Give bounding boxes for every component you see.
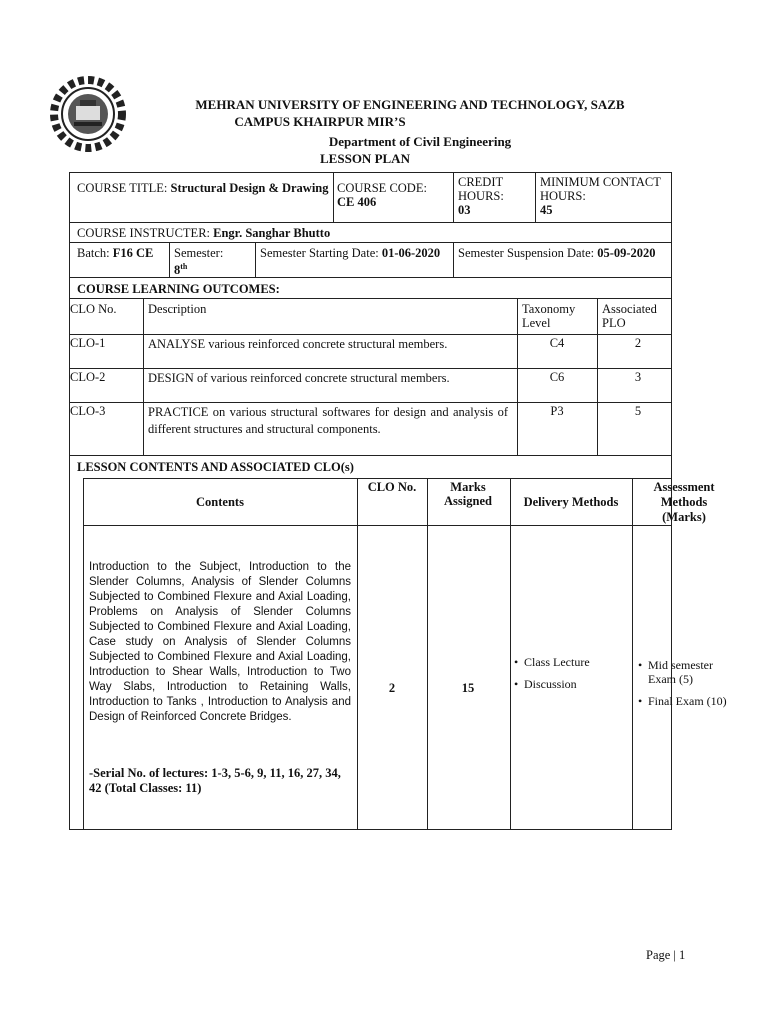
lesson-col-marks: Marks Assigned bbox=[444, 480, 492, 508]
credit-hours-value: 03 bbox=[458, 203, 471, 217]
lesson-col-delivery: Delivery Methods bbox=[523, 495, 619, 509]
lesson-marks-value: 15 bbox=[461, 681, 475, 695]
clo-row-plo: 3 bbox=[634, 370, 642, 384]
instructor-cell bbox=[77, 226, 657, 240]
instructor-label: COURSE INSTRUCTER: bbox=[77, 226, 211, 240]
lesson-contents-text: Introduction to the Subject, Introduction to the Slender Columns, Analysis of Slender Columns Subjected to Combined Flexure and Axial Loading, Problems on Analysis of Slender Columns Subjected to Combined Flexure and Axial Loading, Case study on Analysis of Slender Columns Subjected to Combined Flexure and Axial Loading, Introduction to Shear Walls, Introduction to Two Way Slabs, Introduction to Retaining Walls, Introduction to Tanks , Introduction to Analysis and Design of Reinforced Concrete Bridges. bbox=[89, 561, 351, 723]
start-date-cell bbox=[260, 246, 450, 260]
clo-col-desc: Description bbox=[148, 302, 207, 316]
course-title-value: Structural Design & Drawing bbox=[170, 181, 329, 195]
university-logo bbox=[46, 72, 130, 156]
start-date-value: 01-06-2020 bbox=[381, 246, 441, 260]
clo-row-taxonomy: P3 bbox=[550, 404, 564, 418]
course-title-cell bbox=[77, 181, 329, 195]
course-code-cell bbox=[337, 181, 449, 209]
doc-title: LESSON PLAN bbox=[320, 151, 410, 166]
university-name-line1: MEHRAN UNIVERSITY OF ENGINEERING AND TECHNOLOGY, SAZB bbox=[195, 97, 625, 112]
clo-row-desc: DESIGN of various reinforced concrete structural members. bbox=[148, 371, 450, 385]
lesson-serial-text: -Serial No. of lectures: 1-3, 5-6, 9, 11, 16, 27, 34, 42 (Total Classes: 11) bbox=[89, 766, 341, 795]
instructor-value: Engr. Sanghar Bhutto bbox=[213, 226, 331, 240]
clo-heading: COURSE LEARNING OUTCOMES: bbox=[77, 282, 280, 296]
lesson-col-assessment: Assessment Methods (Marks) bbox=[653, 480, 715, 524]
semester-value: 8 bbox=[174, 263, 181, 278]
course-code-label: COURSE CODE: bbox=[337, 181, 427, 195]
lesson-col-clo: CLO No. bbox=[367, 480, 417, 494]
clo-row-no: CLO-2 bbox=[70, 370, 106, 384]
batch-label: Batch: bbox=[77, 246, 110, 260]
assessment-methods-list bbox=[636, 658, 730, 716]
delivery-methods-list bbox=[512, 655, 630, 699]
contact-hours-value: 45 bbox=[540, 203, 553, 217]
clo-row-desc: PRACTICE on various structural softwares for design and analysis of different structures and structural components. bbox=[148, 405, 508, 436]
lesson-clo-value: 2 bbox=[388, 681, 396, 695]
semester-cell bbox=[174, 246, 252, 277]
clo-col-plo: Associated PLO bbox=[602, 302, 657, 330]
clo-row-no: CLO-3 bbox=[70, 404, 106, 418]
page-number: Page | 1 bbox=[646, 948, 686, 962]
clo-row-taxonomy: C4 bbox=[549, 336, 565, 350]
delivery-method-item: • Discussion bbox=[524, 677, 630, 691]
department-name: Department of Civil Engineering bbox=[328, 134, 512, 149]
clo-row-no: CLO-1 bbox=[70, 336, 106, 350]
clo-row-plo: 2 bbox=[634, 336, 642, 350]
semester-suffix: th bbox=[180, 262, 188, 271]
semester-label: Semester: bbox=[174, 246, 224, 260]
suspension-date-value: 05-09-2020 bbox=[597, 246, 656, 260]
clo-row-taxonomy: C6 bbox=[549, 370, 565, 384]
batch-cell bbox=[77, 246, 165, 260]
lesson-heading: LESSON CONTENTS AND ASSOCIATED CLO(s) bbox=[77, 460, 354, 474]
contact-hours-label: MINIMUM CONTACT HOURS: bbox=[540, 175, 661, 203]
credit-hours-cell bbox=[458, 175, 530, 217]
clo-row-desc: ANALYSE various reinforced concrete structural members. bbox=[148, 337, 448, 351]
start-date-label: Semester Starting Date: bbox=[260, 246, 379, 260]
suspension-date-cell bbox=[458, 246, 666, 260]
clo-col-no: CLO No. bbox=[70, 302, 117, 316]
batch-value: F16 CE bbox=[112, 246, 154, 260]
lesson-col-contents: Contents bbox=[196, 495, 244, 509]
clo-row-plo: 5 bbox=[634, 404, 642, 418]
suspension-date-label: Semester Suspension Date: bbox=[458, 246, 595, 260]
delivery-method-item: • Class Lecture bbox=[524, 655, 630, 669]
credit-hours-label: CREDIT HOURS: bbox=[458, 175, 504, 203]
course-title-label: COURSE TITLE: bbox=[77, 181, 168, 195]
clo-col-taxonomy: Taxonomy Level bbox=[522, 302, 576, 330]
contact-hours-cell bbox=[540, 175, 668, 217]
assessment-method-item: • Final Exam (10) bbox=[648, 694, 730, 708]
course-code-value: CE 406 bbox=[337, 195, 377, 209]
university-name-line2: CAMPUS KHAIRPUR MIR’S bbox=[234, 114, 406, 129]
assessment-method-item: • Mid semester Exam (5) bbox=[648, 658, 730, 686]
